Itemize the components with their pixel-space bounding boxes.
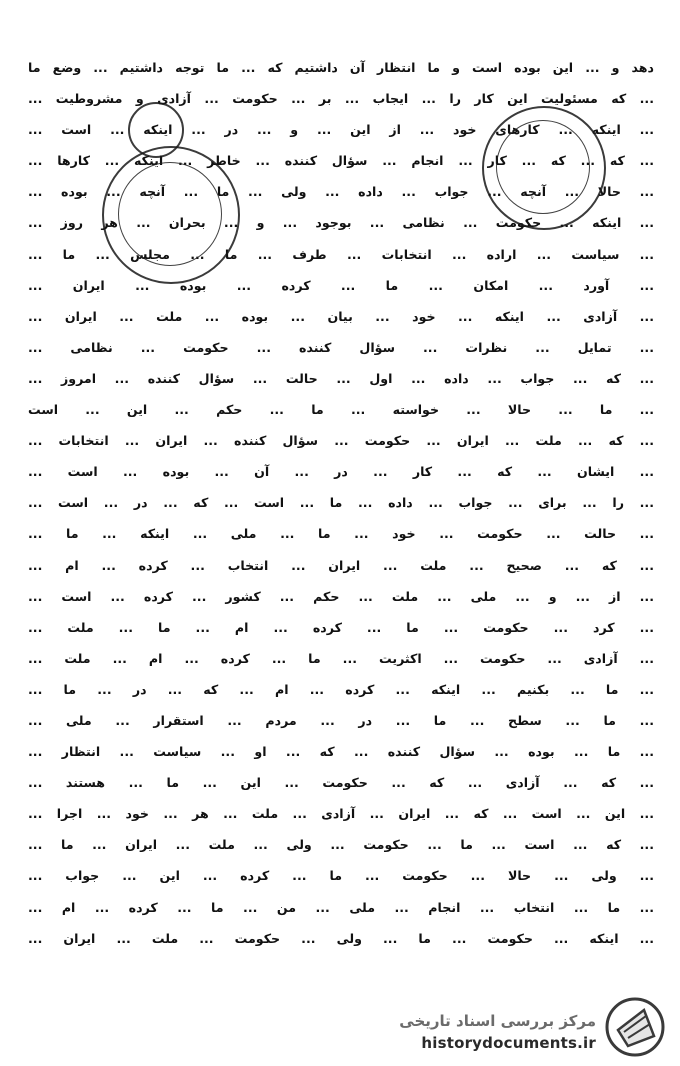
circular-stamp-icon bbox=[482, 106, 606, 230]
document-line: ... سیاست ... اراده ... انتخابات ... طرف ... ما ... مجلس ... ما ... bbox=[28, 246, 654, 262]
document-line: ... که ... ملت ... ایران ... حکومت ... سؤال کننده ... ایران ... انتخابات ... bbox=[28, 433, 654, 449]
archive-name: مرکز بررسی اسناد تاریخی bbox=[399, 1012, 596, 1030]
document-line: ... که ... آزادی ... که ... حکومت ... این ... ما ... هستند ... bbox=[28, 775, 654, 791]
document-line: دهد و ... این بوده است و ما انتظار آن داشتیم که ... ما توجه داشتیم ... وضع ما bbox=[28, 60, 654, 75]
document-line: ... کرد ... حکومت ... ما ... کرده ... ام ... ما ... ملت ... bbox=[28, 619, 654, 635]
document-line: ... که ... جواب ... داده ... اول ... حالت ... سؤال کننده ... امروز ... bbox=[28, 370, 654, 386]
circular-stamp-icon bbox=[102, 146, 240, 284]
document-line: ... که ... که ... کار ... انجام ... سؤال کننده ... خاطر ... اینکه ... کارها ... bbox=[28, 153, 654, 169]
document-line: ... حالا ... آنچه ... جواب ... داده ... ولی ... ما ... آنچه ... بوده ... bbox=[28, 184, 654, 200]
document-line: ... ما ... انتخاب ... انجام ... ملی ... من ... ما ... کرده ... ام ... bbox=[28, 899, 654, 915]
document-line: ... تمایل ... نظرات ... سؤال کننده ... حکومت ... نظامی ... bbox=[28, 339, 654, 355]
document-line: ... آزادی ... اینکه ... خود ... بیان ... بوده ... ملت ... ایران ... bbox=[28, 308, 654, 324]
document-line: ... آزادی ... حکومت ... اکثریت ... ما ... کرده ... ام ... ملت ... bbox=[28, 650, 654, 666]
document-line: ... را ... برای ... جواب ... داده ... ما ... است ... که ... در ... است ... bbox=[28, 495, 654, 511]
document-line: ... ما ... سطح ... ما ... در ... مردم ... استقرار ... ملی ... bbox=[28, 712, 654, 728]
watermark-caption bbox=[399, 1010, 596, 1054]
document-line: ... ولی ... حالا ... حکومت ... ما ... کرده ... این ... جواب ... bbox=[28, 868, 654, 884]
document-line: ... اینکه ... حکومت ... نظامی ... بوجود ... و ... بحران ... هر روز ... bbox=[28, 215, 654, 231]
document-line: ... اینکه ... حکومت ... ما ... ولی ... حکومت ... ملت ... ایران ... bbox=[28, 930, 654, 946]
document-line: ... ایشان ... که ... کار ... در ... آن ... بوده ... است ... bbox=[28, 464, 654, 480]
document-line: ... حالت ... حکومت ... خود ... ما ... ملی ... اینکه ... ما ... bbox=[28, 526, 654, 542]
document-line: ... اینکه ... کارهای خود ... از این ... و ... در ... اینکه ... است ... bbox=[28, 122, 654, 138]
document-line: ... ما ... بوده ... سؤال کننده ... که ... او ... سیاست ... انتظار ... bbox=[28, 744, 654, 760]
document-line: ... که ... صحیح ... ملت ... ایران ... انتخاب ... کرده ... ام ... bbox=[28, 557, 654, 573]
document-line: ... ما ... حالا ... خواسته ... ما ... حکم ... این ... است bbox=[28, 402, 654, 418]
document-line: ... که مسئولیت این کار را ... ایجاب ... بر ... حکومت ... آزادی و مشروطیت ... bbox=[28, 91, 654, 107]
document-line: ... این ... است ... که ... ایران ... آزادی ... ملت ... هر ... خود ... اجرا ... bbox=[28, 806, 654, 822]
document-line: ... از ... و ... ملی ... ملت ... حکم ... کشور ... کرده ... است ... bbox=[28, 588, 654, 604]
document-line: ... که ... است ... ما ... حکومت ... ولی ... ملت ... ایران ... ما ... bbox=[28, 837, 654, 853]
stamp-inner-ring bbox=[118, 162, 222, 266]
document-line: ... آورد ... امکان ... ما ... کرده ... بوده ... ایران ... bbox=[28, 277, 654, 293]
stamp-inner-ring bbox=[496, 120, 590, 214]
archive-url: historydocuments.ir bbox=[421, 1034, 596, 1052]
small-stamp-icon bbox=[128, 102, 184, 158]
document-line: ... ما ... بکنیم ... اینکه ... کرده ... ام ... که ... در ... ما ... bbox=[28, 681, 654, 697]
history-documents-logo-icon bbox=[604, 996, 666, 1058]
